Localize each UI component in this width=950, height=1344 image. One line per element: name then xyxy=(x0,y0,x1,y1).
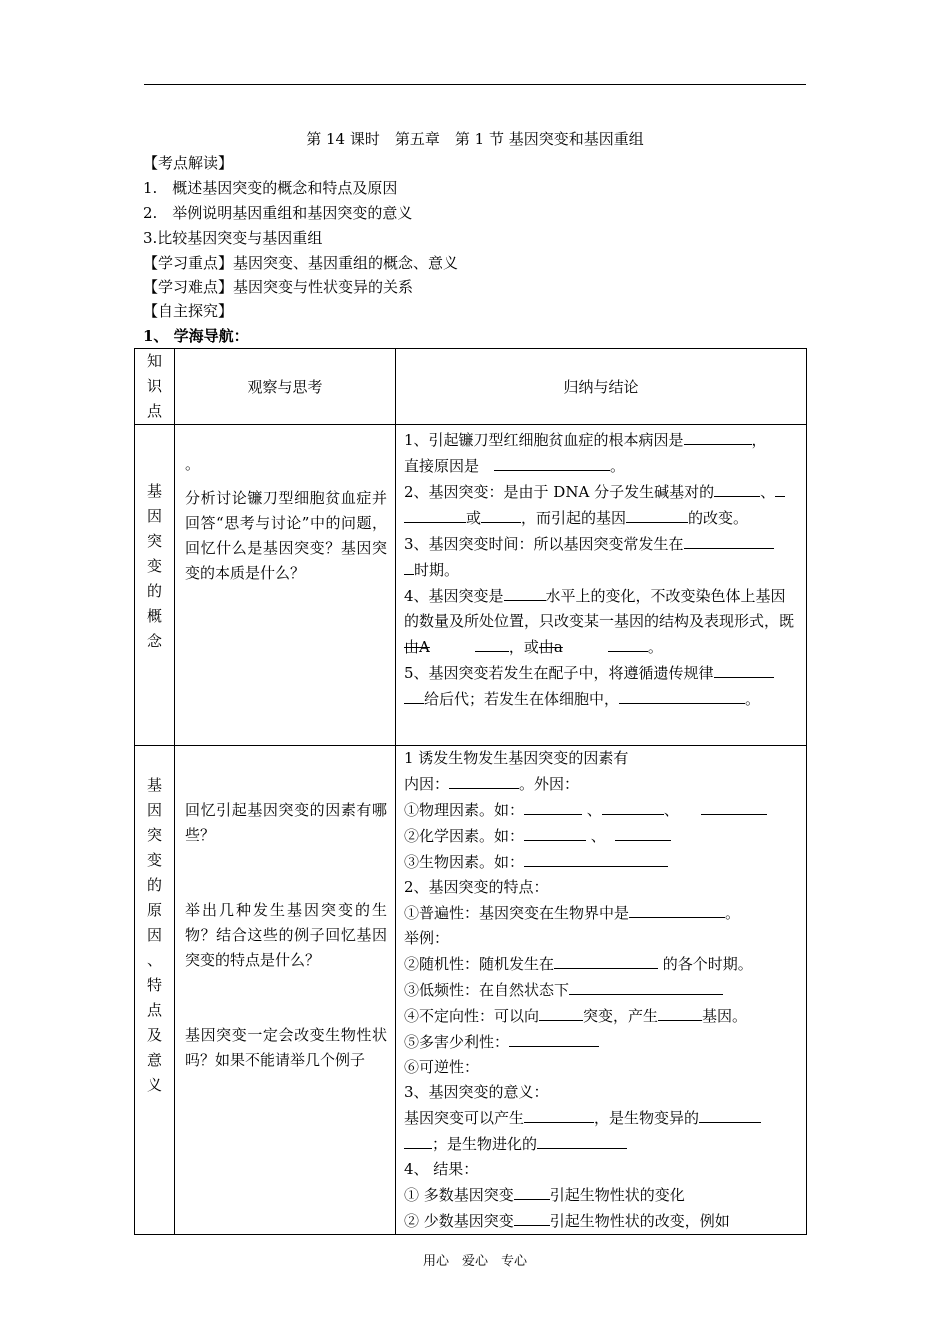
strikethrough-text: 由a xyxy=(538,638,563,656)
key-point: 【学习重点】基因突变、基因重组的概念、意义 xyxy=(143,254,459,272)
header-rule xyxy=(144,84,806,85)
blank-field[interactable] xyxy=(602,797,664,815)
section-heading: 1、 学海导航： xyxy=(143,327,249,345)
blank-field[interactable] xyxy=(554,951,658,969)
blank-field[interactable] xyxy=(475,634,509,652)
blank-field[interactable] xyxy=(504,583,546,601)
blank-field[interactable] xyxy=(629,900,725,918)
conclusion-cell: 1 诱发生物发生基因突变的因素有 内因： 。外因： ①物理因素。如： 、 、 ②化学因素。如： 、 ③生物因素。如： 2、基因突变的特点： ①普遍性：基因突变在生物界中是 。 举例： ②随机性：随机发生在 的各个时期。 ③低频性：在自然状态下 ④不定向性：可以向 突变，产生 基因。 ⑤多害少利性： ⑥可逆性： 3、基因突变的意义： 基因突变可以产生 ，是生物变异的 ；是生物进化的 4、 结果： ① 多数基因突变 引起生物性状的变化 ② 少数基因突变 引起生物性状的改变，例如 xyxy=(396,746,807,1235)
page-footer: 用心 爱心 专心 xyxy=(422,1254,527,1269)
header-observe: 观察与思考 xyxy=(175,349,396,425)
difficult-point: 【学习难点】基因突变与性状变异的关系 xyxy=(143,278,414,296)
blank-field[interactable] xyxy=(404,686,424,704)
blank-field[interactable] xyxy=(701,797,767,815)
table-header-row xyxy=(135,349,807,425)
blank-field[interactable] xyxy=(404,557,414,575)
blank-field[interactable] xyxy=(775,479,785,497)
blank-field[interactable] xyxy=(524,823,586,841)
blank-field[interactable] xyxy=(608,634,648,652)
kaodian-item: 2. 举例说明基因重组和基因突变的意义 xyxy=(143,204,413,222)
kaodian-item: 1. 概述基因突变的概念和特点及原因 xyxy=(143,179,398,197)
blank-field[interactable] xyxy=(569,977,723,995)
blank-field[interactable] xyxy=(524,1105,594,1123)
table-row xyxy=(135,425,807,746)
table-row xyxy=(135,746,807,1235)
blank-field[interactable] xyxy=(658,1003,702,1021)
topic-cell: 基 因 突 变 的 原 因 、 特 点 及 意 义 xyxy=(135,746,175,1235)
conclusion-cell: 1、引起镰刀型红细胞贫血症的根本病因是 ， 直接原因是 。 2、基因突变：是由于 DNA 分子发生碱基对的 、 或 ，而引起的基因 的改变。 3、基因突变时间：所以基因突变常发生在 时期。 4、基因突变是 水平上的变化，不改变染色体上基因的数量及所处位置，只改变某一基因的结构及表现形式，既由A ，或由a 。 5、基因突变若发生在配子中，将遵循遗传规律 给后代；若发生在体细胞中， 。 xyxy=(396,425,807,746)
observe-cell: 。 分析讨论镰刀型细胞贫血症并回答“思考与讨论”中的问题，回忆什么是基因突变？基因突变的本质是什么？ xyxy=(175,425,396,746)
blank-field[interactable] xyxy=(615,823,671,841)
blank-field[interactable] xyxy=(514,1182,550,1200)
header-knowledge-point: 知 识 点 xyxy=(135,349,175,425)
blank-field[interactable] xyxy=(481,505,521,523)
page-title: 第 14 课时 第五章 第 1 节 基因突变和基因重组 xyxy=(306,130,644,148)
self-study-heading: 【自主探究】 xyxy=(143,302,234,320)
blank-field[interactable] xyxy=(714,660,774,678)
header-conclusion: 归纳与结论 xyxy=(396,349,807,425)
blank-field[interactable] xyxy=(626,505,688,523)
blank-field[interactable] xyxy=(684,531,774,549)
blank-field[interactable] xyxy=(404,505,466,523)
study-table xyxy=(134,348,807,1235)
blank-field[interactable] xyxy=(404,1131,432,1149)
blank-field[interactable] xyxy=(524,797,582,815)
topic-cell: 基 因 突 变 的 概 念 xyxy=(135,425,175,746)
blank-field[interactable] xyxy=(699,1105,761,1123)
blank-field[interactable] xyxy=(684,427,752,445)
strikethrough-text: 由A xyxy=(404,638,430,656)
observe-cell: 回忆引起基因突变的因素有哪些？ 举出几种发生基因突变的生物？结合这些的例子回忆基因突变的特点是什么？ 基因突变一定会改变生物性状吗？如果不能请举几个例子 xyxy=(175,746,396,1235)
blank-field[interactable] xyxy=(619,686,745,704)
blank-field[interactable] xyxy=(714,479,760,497)
blank-field[interactable] xyxy=(537,1131,627,1149)
kaodian-heading: 【考点解读】 xyxy=(143,154,234,172)
blank-field[interactable] xyxy=(494,453,610,471)
blank-field[interactable] xyxy=(509,1029,599,1047)
blank-field[interactable] xyxy=(539,1003,583,1021)
blank-field[interactable] xyxy=(514,1208,550,1226)
blank-field[interactable] xyxy=(524,849,668,867)
kaodian-item: 3.比较基因突变与基因重组 xyxy=(143,229,323,247)
blank-field[interactable] xyxy=(449,771,519,789)
